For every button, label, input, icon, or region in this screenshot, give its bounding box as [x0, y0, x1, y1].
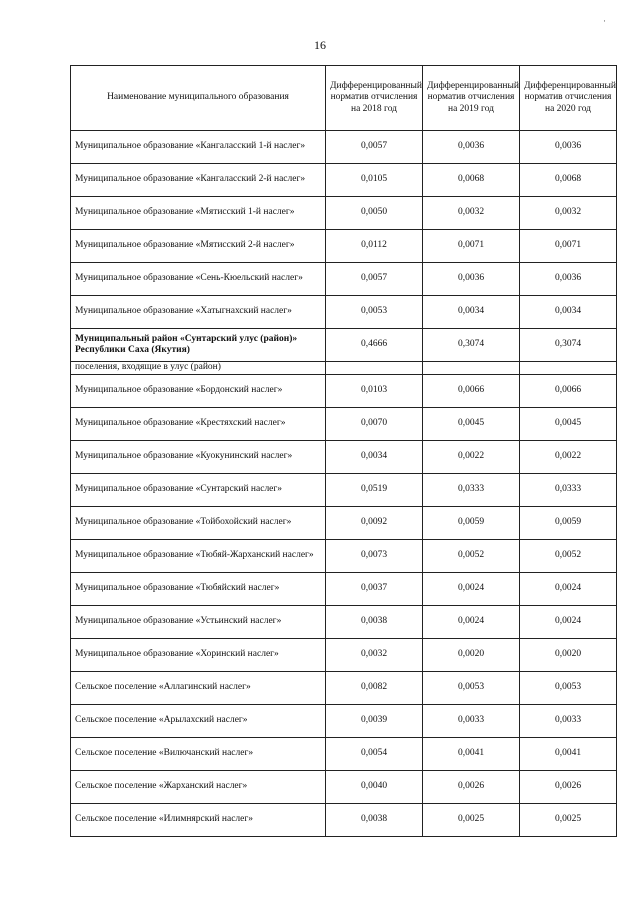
- header-2020: Дифференцированный норматив отчисления на 2020 год: [520, 66, 617, 131]
- value-2019: 0,0036: [423, 263, 520, 296]
- value-2018: 0,0092: [326, 506, 423, 539]
- value-2018: 0,0057: [326, 263, 423, 296]
- value-2020: [520, 362, 617, 375]
- value-2020: 0,0034: [520, 296, 617, 329]
- row-name: Муниципальное образование «Хоринский наслег»: [71, 638, 326, 671]
- table-row: [71, 572, 617, 605]
- value-2018: 0,0038: [326, 605, 423, 638]
- value-2020: 0,3074: [520, 329, 617, 362]
- value-2018: 0,0040: [326, 770, 423, 803]
- value-2020: 0,0066: [520, 374, 617, 407]
- table-row: [71, 329, 617, 362]
- row-name: Сельское поселение «Жарханский наслег»: [71, 770, 326, 803]
- row-name: Сельское поселение «Арылахский наслег»: [71, 704, 326, 737]
- value-2019: 0,0025: [423, 803, 520, 836]
- value-2020: 0,0024: [520, 572, 617, 605]
- value-2018: 0,0105: [326, 164, 423, 197]
- row-name: Муниципальное образование «Мятисский 1-й наслег»: [71, 197, 326, 230]
- value-2020: 0,0045: [520, 407, 617, 440]
- value-2019: 0,0045: [423, 407, 520, 440]
- value-2020: 0,0025: [520, 803, 617, 836]
- table-row: [71, 803, 617, 836]
- value-2018: 0,0082: [326, 671, 423, 704]
- value-2018: 0,0032: [326, 638, 423, 671]
- value-2018: 0,0034: [326, 440, 423, 473]
- table-row: [71, 407, 617, 440]
- value-2018: 0,0073: [326, 539, 423, 572]
- value-2019: 0,0024: [423, 605, 520, 638]
- value-2020: 0,0022: [520, 440, 617, 473]
- table-row: [71, 671, 617, 704]
- table-row: [71, 737, 617, 770]
- table-row: [71, 506, 617, 539]
- value-2019: 0,0033: [423, 704, 520, 737]
- table-row: [71, 473, 617, 506]
- value-2018: 0,0070: [326, 407, 423, 440]
- row-name: Муниципальное образование «Куокунинский наслег»: [71, 440, 326, 473]
- row-name: Сельское поселение «Илимнярский наслег»: [71, 803, 326, 836]
- table-header-row: [71, 66, 617, 131]
- row-name: Муниципальное образование «Тойбохойский наслег»: [71, 506, 326, 539]
- value-2019: 0,0036: [423, 131, 520, 164]
- value-2019: [423, 362, 520, 375]
- value-2019: 0,0066: [423, 374, 520, 407]
- value-2018: 0,0053: [326, 296, 423, 329]
- header-2018: Дифференцированный норматив отчисления на 2018 год: [326, 66, 423, 131]
- row-name: Муниципальный район «Сунтарский улус (район)» Республики Саха (Якутия): [71, 329, 326, 362]
- value-2020: 0,0059: [520, 506, 617, 539]
- value-2020: 0,0033: [520, 704, 617, 737]
- table-row: [71, 164, 617, 197]
- row-name: Муниципальное образование «Тюбяй-Жарханский наслег»: [71, 539, 326, 572]
- table-row: [71, 374, 617, 407]
- value-2018: [326, 362, 423, 375]
- value-2018: 0,0057: [326, 131, 423, 164]
- value-2018: 0,0112: [326, 230, 423, 263]
- row-name: Муниципальное образование «Кангаласский 2-й наслег»: [71, 164, 326, 197]
- value-2018: 0,0037: [326, 572, 423, 605]
- value-2020: 0,0041: [520, 737, 617, 770]
- table-row: [71, 131, 617, 164]
- value-2018: 0,0103: [326, 374, 423, 407]
- table-row: [71, 704, 617, 737]
- value-2018: 0,0519: [326, 473, 423, 506]
- header-name: Наименование муниципального образования: [71, 66, 326, 131]
- value-2019: 0,0034: [423, 296, 520, 329]
- page-number: 16: [314, 38, 326, 52]
- table-row: [71, 230, 617, 263]
- value-2020: 0,0024: [520, 605, 617, 638]
- table-row: [71, 605, 617, 638]
- table-row: [71, 263, 617, 296]
- value-2018: 0,0038: [326, 803, 423, 836]
- row-name: Муниципальное образование «Хатыгнахский наслег»: [71, 296, 326, 329]
- value-2020: 0,0036: [520, 131, 617, 164]
- normatives-table: [70, 65, 617, 837]
- value-2019: 0,0052: [423, 539, 520, 572]
- row-name: Сельское поселение «Вилючанский наслег»: [71, 737, 326, 770]
- row-name: Муниципальное образование «Бордонский наслег»: [71, 374, 326, 407]
- value-2019: 0,0020: [423, 638, 520, 671]
- value-2020: 0,0071: [520, 230, 617, 263]
- value-2018: 0,0039: [326, 704, 423, 737]
- row-name: Сельское поселение «Аллагинский наслег»: [71, 671, 326, 704]
- table-body: [71, 131, 617, 837]
- value-2019: 0,0032: [423, 197, 520, 230]
- value-2019: 0,0024: [423, 572, 520, 605]
- header-2019: Дифференцированный норматив отчисления на 2019 год: [423, 66, 520, 131]
- value-2018: 0,0050: [326, 197, 423, 230]
- row-name: Муниципальное образование «Тюбяйский наслег»: [71, 572, 326, 605]
- row-name: Муниципальное образование «Мятисский 2-й наслег»: [71, 230, 326, 263]
- value-2020: 0,0052: [520, 539, 617, 572]
- table-row: [71, 197, 617, 230]
- table-row: [71, 362, 617, 375]
- value-2019: 0,0022: [423, 440, 520, 473]
- value-2020: 0,0020: [520, 638, 617, 671]
- value-2018: 0,0054: [326, 737, 423, 770]
- value-2019: 0,0041: [423, 737, 520, 770]
- row-name: Муниципальное образование «Кангаласский 1-й наслег»: [71, 131, 326, 164]
- value-2019: 0,3074: [423, 329, 520, 362]
- table-row: [71, 296, 617, 329]
- value-2020: 0,0026: [520, 770, 617, 803]
- row-name: Муниципальное образование «Сунтарский наслег»: [71, 473, 326, 506]
- corner-mark: ·: [603, 16, 606, 26]
- value-2019: 0,0068: [423, 164, 520, 197]
- row-name: Муниципальное образование «Устьинский наслег»: [71, 605, 326, 638]
- table-row: [71, 539, 617, 572]
- table-row: [71, 770, 617, 803]
- value-2020: 0,0032: [520, 197, 617, 230]
- value-2019: 0,0053: [423, 671, 520, 704]
- value-2020: 0,0053: [520, 671, 617, 704]
- value-2020: 0,0068: [520, 164, 617, 197]
- value-2019: 0,0059: [423, 506, 520, 539]
- row-name: поселения, входящие в улус (район): [71, 362, 326, 375]
- value-2019: 0,0333: [423, 473, 520, 506]
- value-2018: 0,4666: [326, 329, 423, 362]
- value-2019: 0,0026: [423, 770, 520, 803]
- row-name: Муниципальное образование «Сень-Кюельский наслег»: [71, 263, 326, 296]
- value-2019: 0,0071: [423, 230, 520, 263]
- table-row: [71, 638, 617, 671]
- value-2020: 0,0036: [520, 263, 617, 296]
- row-name: Муниципальное образование «Крестяхский наслег»: [71, 407, 326, 440]
- value-2020: 0,0333: [520, 473, 617, 506]
- table-row: [71, 440, 617, 473]
